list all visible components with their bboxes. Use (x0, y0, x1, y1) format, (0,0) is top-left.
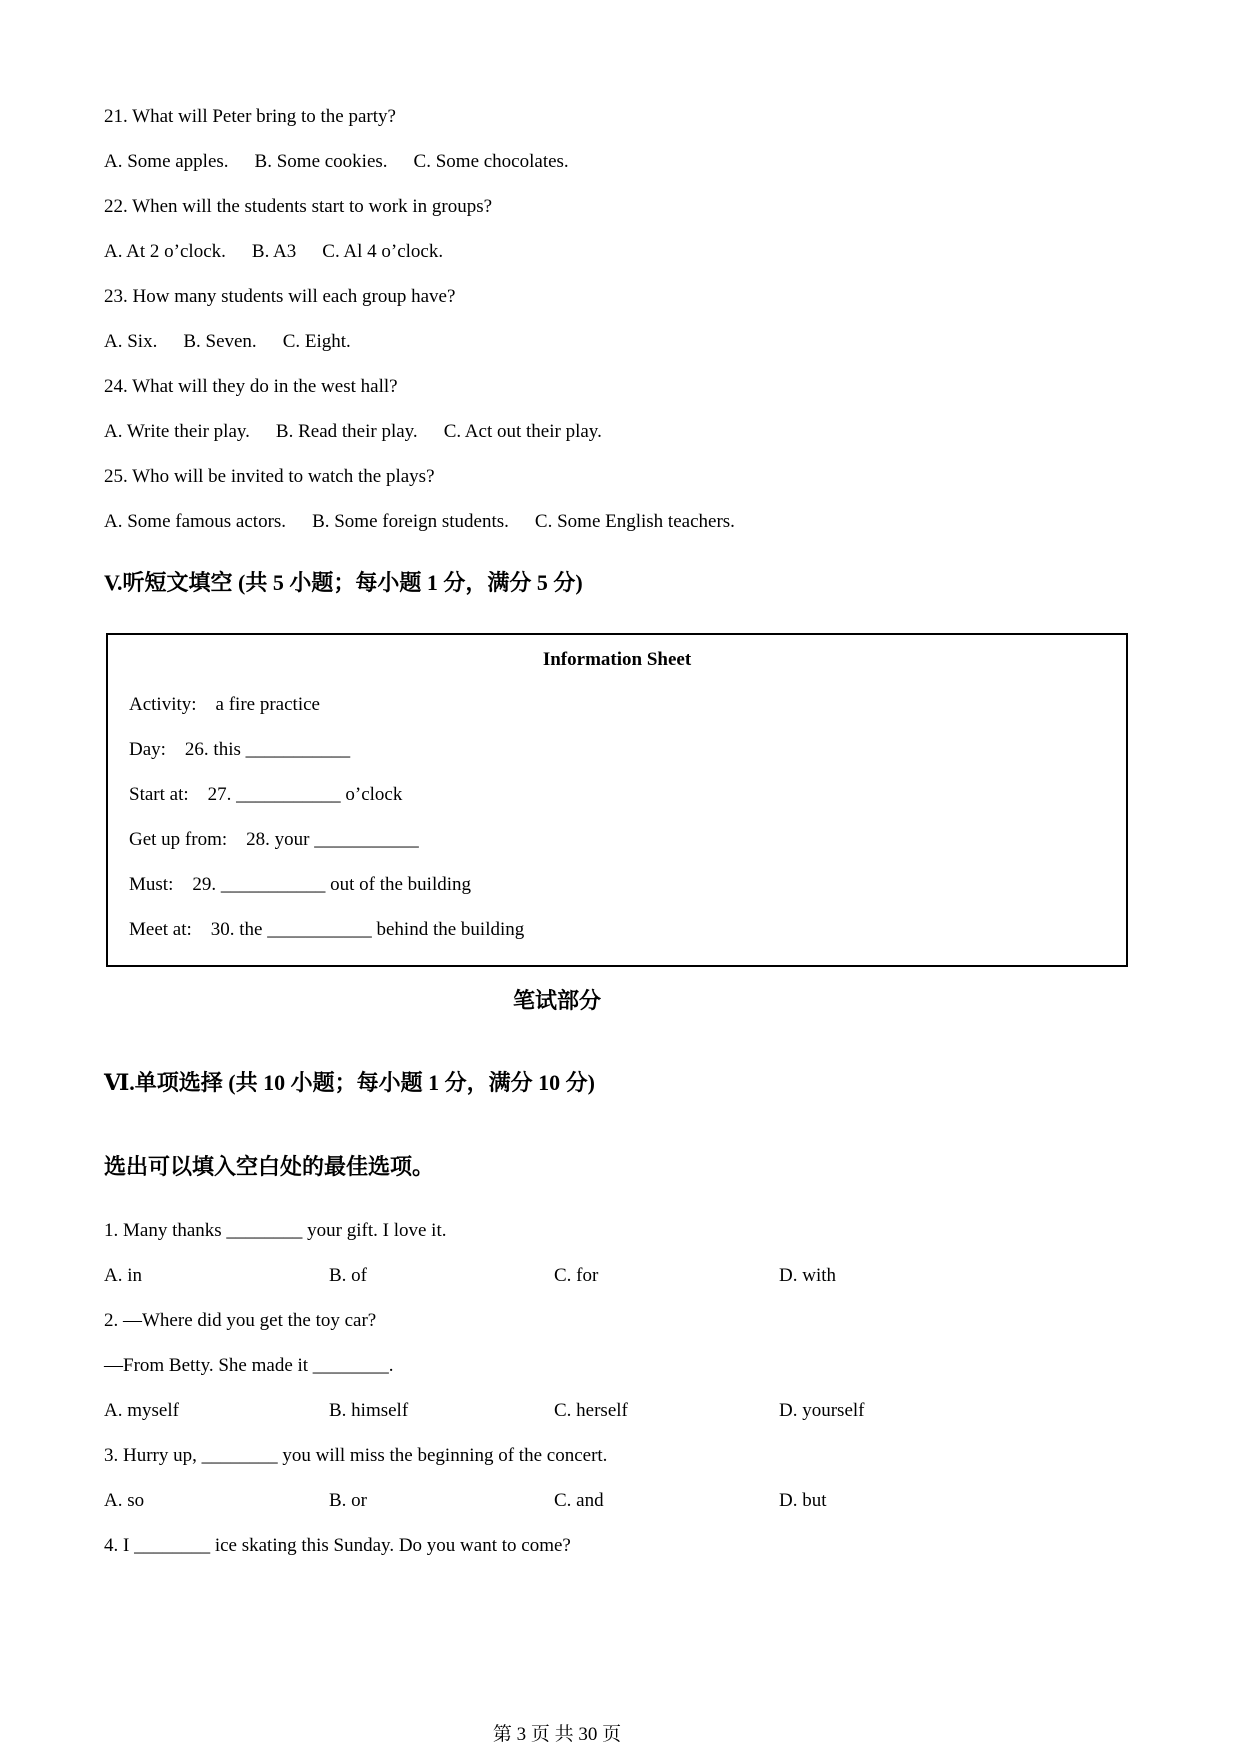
listening-options-22 (104, 229, 1140, 274)
option-a: A. At 2 o’clock. (104, 241, 226, 262)
option-c: C. herself (554, 1400, 628, 1421)
option-a: A. so (104, 1490, 145, 1511)
option-a: A. Some apples. (104, 151, 229, 172)
option-d: D. with (779, 1265, 836, 1286)
option-c: C. Some chocolates. (413, 151, 569, 172)
option-c: C. Eight. (282, 331, 351, 352)
question-1: 1. Many thanks ________ your gift. I love it. (104, 1220, 447, 1241)
option-b: B. A3 (251, 241, 297, 262)
option-d: D. yourself (779, 1400, 865, 1421)
question-2: 2. —Where did you get the toy car? (104, 1310, 377, 1331)
option-a: A. myself (104, 1400, 179, 1421)
option-a: A. Six. (104, 331, 158, 352)
option-b: B. Read their play. (275, 421, 418, 442)
page-footer: 第 3 页 共 30 页 (492, 1724, 622, 1745)
option-b: B. Seven. (183, 331, 257, 352)
option-d: D. but (779, 1490, 827, 1511)
option-b: B. Some cookies. (254, 151, 388, 172)
section-vi-heading: Ⅵ.单项选择 (共 10 小题；每小题 1 分，满分 10 分) (104, 1070, 595, 1095)
listening-options-24 (104, 409, 1140, 454)
info-row-start-at: Start at: 27. ___________ o’clock (129, 784, 403, 805)
option-a: A. Write their play. (104, 421, 250, 442)
option-b: B. or (329, 1490, 367, 1511)
listening-options-23 (104, 319, 1140, 364)
info-row-must: Must: 29. ___________ out of the building (129, 874, 471, 895)
question-3: 3. Hurry up, ________ you will miss the beginning of the concert. (104, 1445, 608, 1466)
info-row-get-up-from: Get up from: 28. your ___________ (129, 829, 419, 850)
question-3-options (104, 1478, 1140, 1523)
option-b: B. himself (329, 1400, 409, 1421)
question-2-answer-line: —From Betty. She made it ________. (104, 1355, 394, 1376)
listening-question-23: 23. How many students will each group have? (104, 286, 456, 307)
option-c: C. Act out their play. (443, 421, 602, 442)
listening-question-25: 25. Who will be invited to watch the plays? (104, 466, 435, 487)
written-part-title-row (104, 978, 1010, 1023)
listening-question-21: 21. What will Peter bring to the party? (104, 106, 396, 127)
option-c: C. for (554, 1265, 599, 1286)
option-a: A. in (104, 1265, 142, 1286)
option-b: B. of (329, 1265, 367, 1286)
info-row-activity: Activity: a fire practice (129, 694, 320, 715)
section-vi-instruction: 选出可以填入空白处的最佳选项。 (104, 1154, 435, 1179)
listening-questions-section (104, 94, 1140, 544)
info-row-day: Day: 26. this ___________ (129, 739, 351, 760)
listening-options-21 (104, 139, 1140, 184)
written-part-title: 笔试部分 (512, 988, 601, 1013)
option-b: B. Some foreign students. (312, 511, 509, 532)
listening-question-24: 24. What will they do in the west hall? (104, 376, 398, 397)
information-sheet-title: Information Sheet (542, 649, 692, 670)
information-sheet-box (106, 633, 1128, 967)
multiple-choice-section (104, 1208, 1140, 1568)
question-1-options (104, 1253, 1140, 1298)
option-c: C. Al 4 o’clock. (322, 241, 444, 262)
info-row-meet-at: Meet at: 30. the ___________ behind the building (129, 919, 525, 940)
option-c: C. Some English teachers. (534, 511, 735, 532)
section-v-heading: V.听短文填空 (共 5 小题；每小题 1 分，满分 5 分) (104, 570, 583, 595)
option-c: C. and (554, 1490, 604, 1511)
listening-options-25 (104, 499, 1140, 544)
option-a: A. Some famous actors. (104, 511, 287, 532)
question-4: 4. I ________ ice skating this Sunday. Do you want to come? (104, 1535, 571, 1556)
question-2-options (104, 1388, 1140, 1433)
listening-question-22: 22. When will the students start to work in groups? (104, 196, 493, 217)
